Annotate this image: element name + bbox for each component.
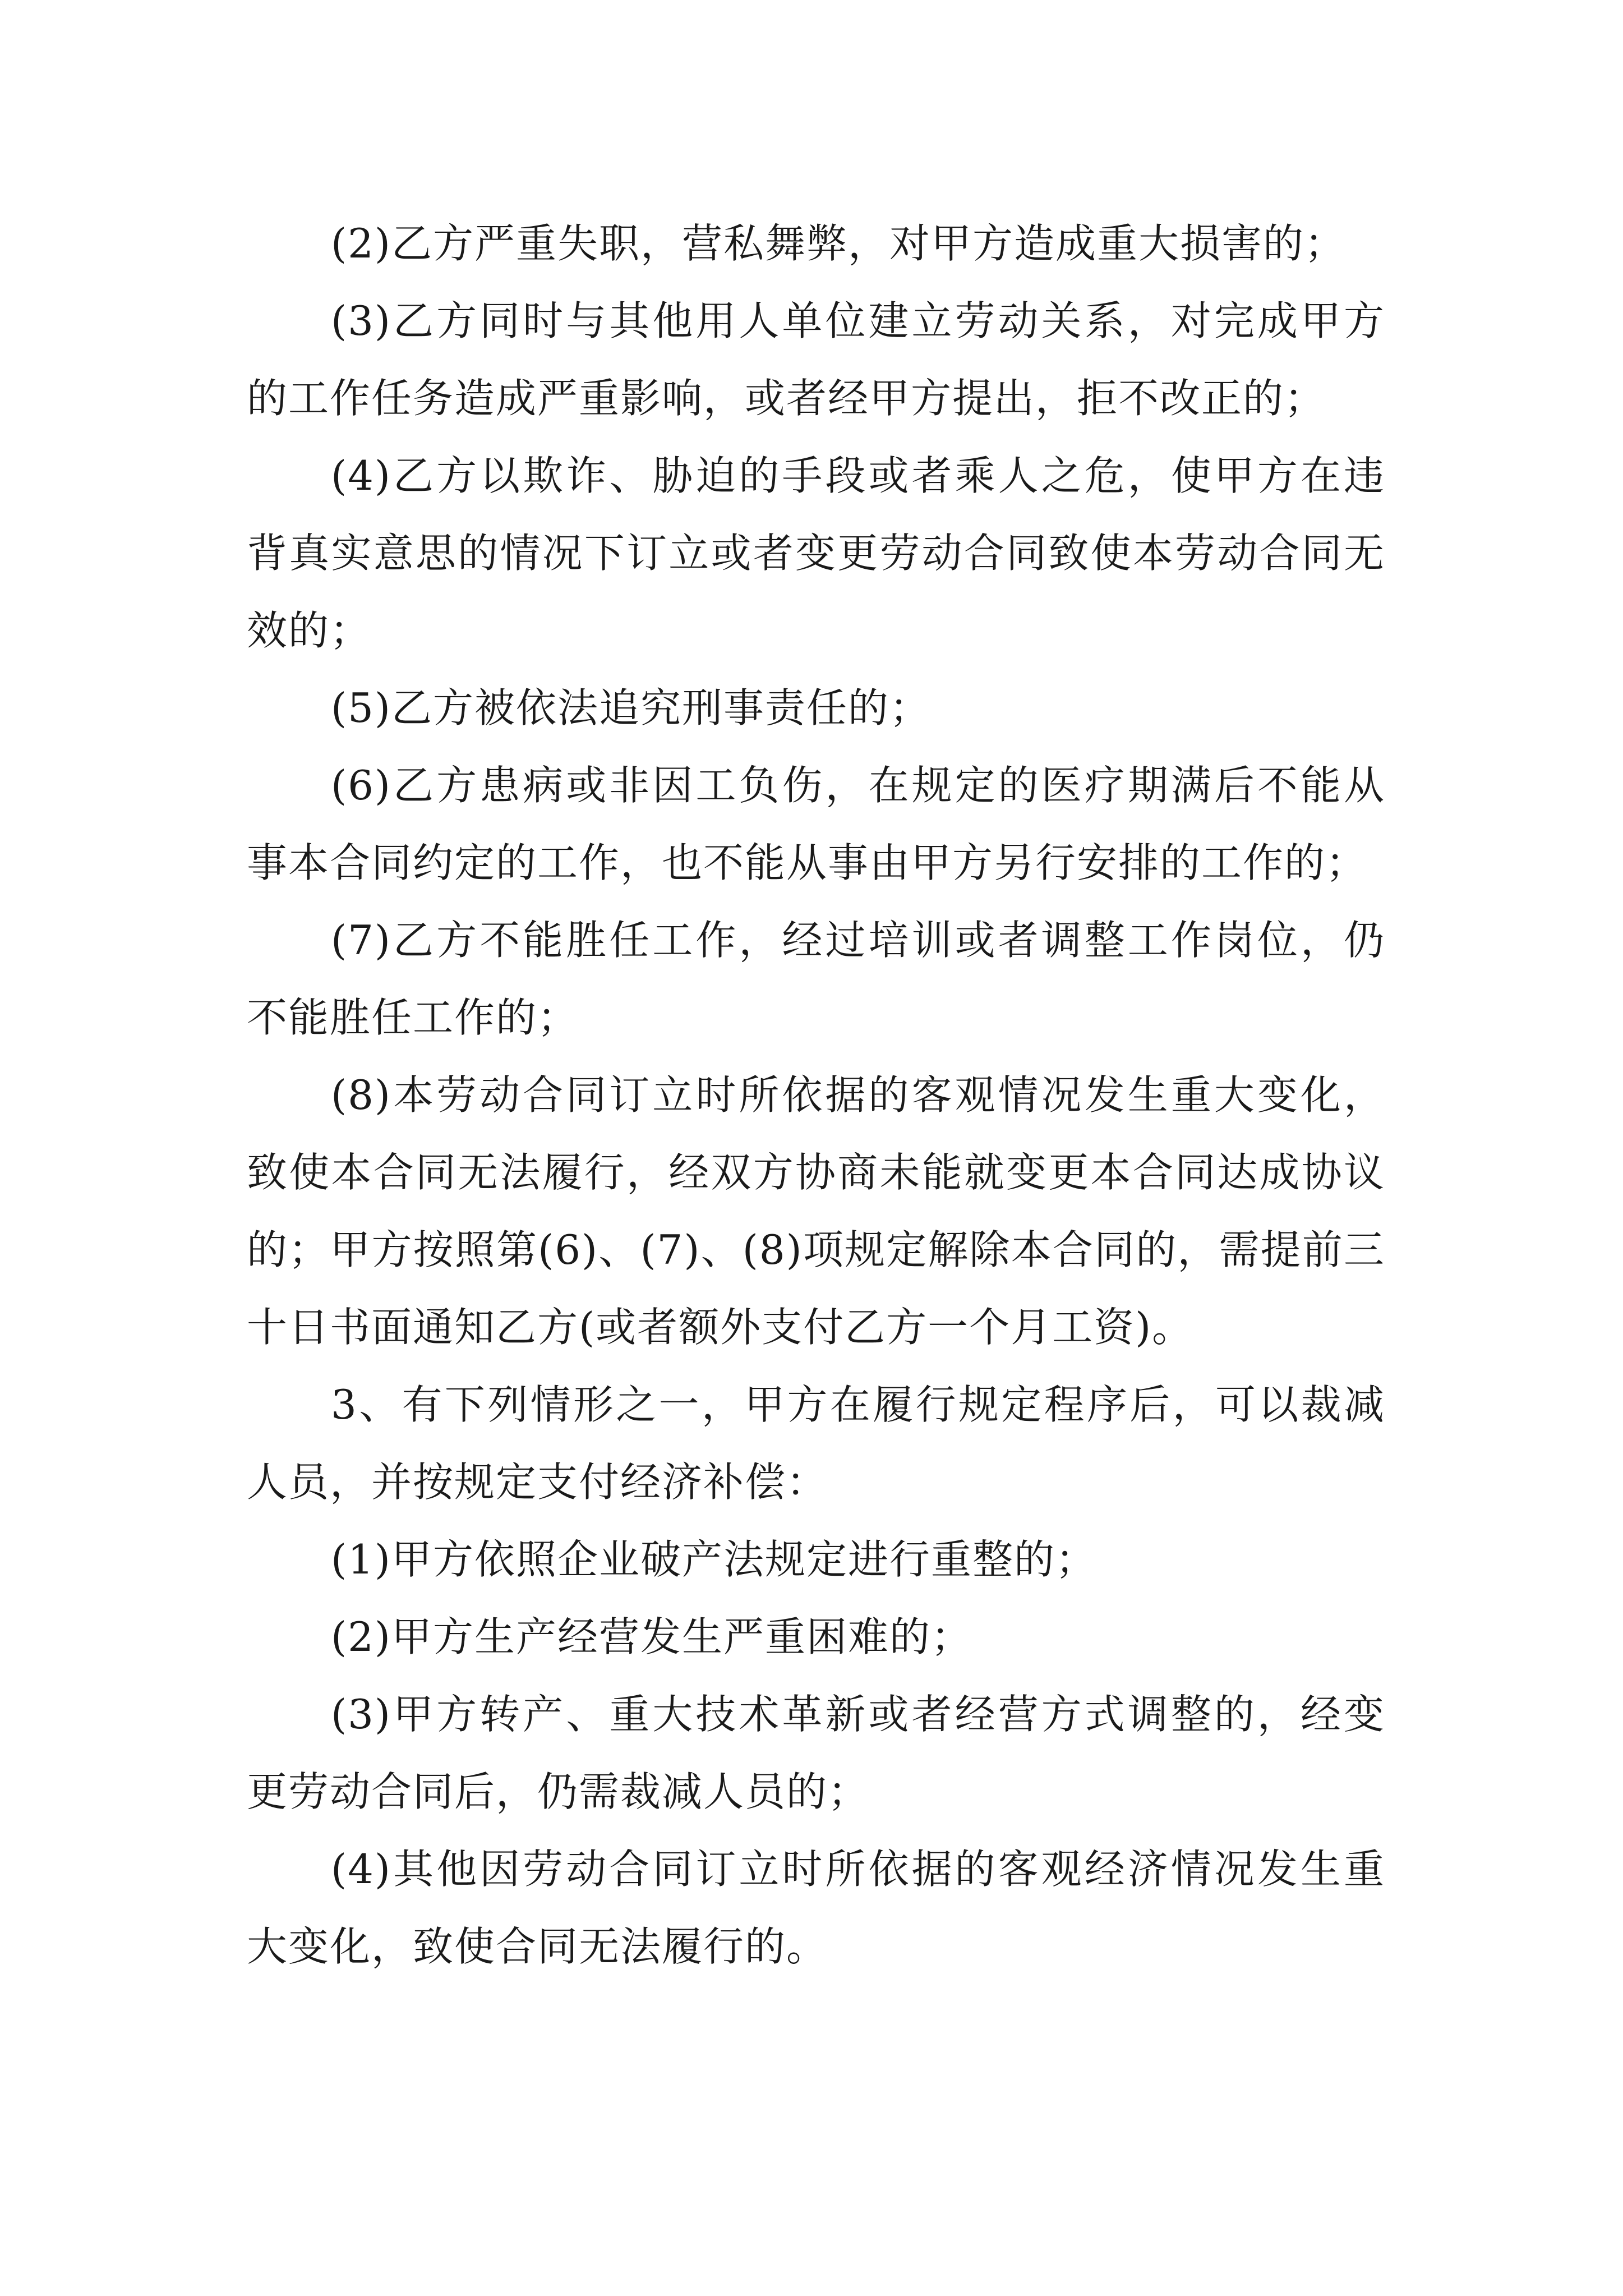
clause-paragraph: (7)乙方不能胜任工作，经过培训或者调整工作岗位，仍不能胜任工作的； [247, 917, 1385, 1041]
document-body [247, 205, 1385, 1985]
section-paragraph: 3、有下列情形之一，甲方在履行规定程序后，可以裁减人员，并按规定支付经济补偿： [247, 1381, 1385, 1506]
clause-paragraph: (5)乙方被依法追究刑事责任的； [331, 684, 931, 731]
clause-paragraph: (8)本劳动合同订立时所依据的客观情况发生重大变化，致使本合同无法履行，经双方协商未能就变更本合同达成协议的；甲方按照第(6)、(7)、(8)项规定解除本合同的，需提前三十日书面通知乙方(或者额外支付乙方一个月工资)。 [247, 1071, 1385, 1351]
clause-paragraph: (1)甲方依照企业破产法规定进行重整的； [331, 1536, 1097, 1583]
clause-paragraph: (2)甲方生产经营发生严重困难的； [331, 1613, 972, 1660]
clause-paragraph: (3)乙方同时与其他用人单位建立劳动关系，对完成甲方的工作任务造成严重影响，或者经甲方提出，拒不改正的； [247, 297, 1385, 422]
clause-paragraph: (4)其他因劳动合同订立时所依据的客观经济情况发生重大变化，致使合同无法履行的。 [247, 1846, 1385, 1970]
clause-paragraph: (4)乙方以欺诈、胁迫的手段或者乘人之危，使甲方在违背真实意思的情况下订立或者变更劳动合同致使本劳动合同无效的； [247, 452, 1385, 654]
clause-paragraph: (2)乙方严重失职，营私舞弊，对甲方造成重大损害的； [331, 220, 1346, 267]
clause-paragraph: (3)甲方转产、重大技术革新或者经营方式调整的，经变更劳动合同后，仍需裁减人员的； [247, 1691, 1385, 1815]
clause-paragraph: (6)乙方患病或非因工负伤，在规定的医疗期满后不能从事本合同约定的工作，也不能从事由甲方另行安排的工作的； [247, 762, 1385, 886]
